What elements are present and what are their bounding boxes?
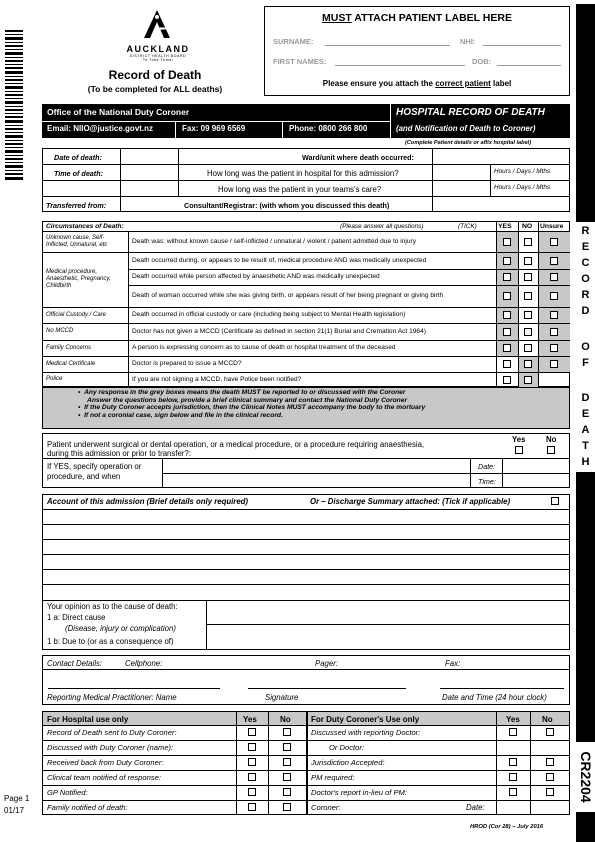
- vertical-title-letter: C: [581, 257, 590, 269]
- vertical-title-letter: F: [582, 356, 589, 369]
- coroner-use-row: PM required:: [311, 773, 355, 782]
- hospital-use-row: Received back from Duty Coroner:: [47, 758, 164, 767]
- note-3: • If the Duty Coroner accepts jurisdiction, then the Clinical Notes MUST accompany the body to the mortuary: [78, 404, 426, 412]
- patient-label-note: Please ensure you attach the correct patient label: [322, 79, 512, 88]
- dob-label: DOB:: [472, 57, 492, 66]
- hospital-yes-checkbox[interactable]: [248, 773, 256, 781]
- answer-all-note: (Please answer all questions): [340, 223, 424, 230]
- coroner-no-checkbox[interactable]: [546, 788, 554, 796]
- surgery-time-label: Time:: [478, 477, 496, 486]
- hospital-record-title: HOSPITAL RECORD OF DEATH: [396, 107, 545, 118]
- hospital-no-checkbox[interactable]: [283, 773, 291, 781]
- vertical-title-record: [581, 226, 590, 317]
- vertical-title-letter: E: [581, 241, 590, 253]
- coroner-use-row: Coroner:: [311, 803, 341, 812]
- units-team: Hours / Days / Mths: [494, 184, 551, 191]
- circumstance-question: Doctor has not given a MCCD (Certificate as defined in section 21(1) Burial and Cremation Act 1964): [132, 327, 426, 335]
- vertical-title-of: [581, 342, 590, 369]
- vertical-title-letter: D: [581, 392, 590, 404]
- no-checkbox[interactable]: [524, 376, 532, 384]
- coroner-yes-checkbox[interactable]: [509, 758, 517, 766]
- yes-col: YES: [498, 223, 512, 230]
- hospital-yes-checkbox[interactable]: [248, 788, 256, 796]
- unsure-checkbox[interactable]: [550, 273, 558, 281]
- hospital-no-col: No: [280, 715, 291, 724]
- discharge-label: Or – Discharge Summary attached: (Tick if applicable): [310, 497, 511, 506]
- date-time-label: Date and Time (24 hour clock): [442, 693, 547, 702]
- surgery-no-label: No: [546, 435, 557, 444]
- coroner-yes-checkbox[interactable]: [509, 728, 517, 736]
- hospital-use-row: Clinical team notified of response:: [47, 773, 161, 782]
- complete-details-note: (Complete Patient details or affix hospital label): [405, 140, 532, 146]
- hospital-yes-checkbox[interactable]: [248, 803, 256, 811]
- coroner-no-checkbox[interactable]: [546, 758, 554, 766]
- hospital-use-row: Discussed with Duty Coroner (name):: [47, 743, 174, 752]
- yes-checkbox[interactable]: [503, 328, 511, 336]
- patient-label-heading: MUST ATTACH PATIENT LABEL HERE: [322, 12, 512, 24]
- unsure-col: Unsure: [540, 223, 564, 230]
- units-hospital: Hours / Days / Mths: [494, 168, 551, 175]
- how-long-hospital-label: How long was the patient in hospital for this admission?: [207, 169, 399, 178]
- surgery-yes-checkbox[interactable]: [515, 446, 523, 454]
- hospital-no-checkbox[interactable]: [283, 803, 291, 811]
- if-yes-label-2: procedure, and when: [47, 472, 121, 481]
- cellphone-label: Cellphone:: [125, 659, 163, 668]
- yes-checkbox[interactable]: [503, 344, 511, 352]
- vertical-title-letter: E: [581, 408, 590, 420]
- nhi-line[interactable]: [483, 45, 561, 46]
- circumstance-question: Doctor is prepared to issue a MCCD?: [132, 360, 242, 368]
- coroner-no-col: No: [542, 715, 553, 724]
- coroner-use-row: Jurisdiction Accepted:: [311, 758, 385, 767]
- vertical-title-letter: O: [581, 340, 590, 353]
- vertical-title-letter: R: [581, 225, 590, 237]
- circumstance-question: Death occurred during, or appears to be result of, medical procedure AND was medically unexpected: [132, 256, 427, 264]
- first-names-label: FIRST NAMES:: [273, 57, 327, 66]
- discharge-checkbox[interactable]: [551, 497, 559, 505]
- hospital-yes-checkbox[interactable]: [248, 758, 256, 766]
- coroner-no-checkbox[interactable]: [546, 773, 554, 781]
- yes-checkbox[interactable]: [503, 238, 511, 246]
- vertical-title: [576, 222, 595, 472]
- surgery-yes-label: Yes: [512, 435, 526, 444]
- yes-checkbox[interactable]: [503, 360, 511, 368]
- patient-label-box[interactable]: [264, 6, 570, 96]
- no-checkbox[interactable]: [524, 328, 532, 336]
- unsure-checkbox[interactable]: [550, 311, 558, 319]
- tick-note: (TICK): [458, 223, 477, 230]
- surname-label: SURNAME:: [273, 37, 314, 46]
- nhi-label: NHI:: [460, 37, 476, 46]
- coroner-use-heading: For Duty Coroner's Use only: [311, 715, 420, 724]
- no-checkbox[interactable]: [524, 273, 532, 281]
- surgery-question-2: during this admission or prior to transfer?:: [47, 449, 191, 458]
- surgery-question-1: Patient underwent surgical or dental operation, or a medical procedure, or a procedure requiring anaesthesia,: [47, 440, 425, 449]
- coroner-date-label: Date:: [466, 803, 485, 812]
- note-4: • If not a coronial case, sign below and file in the clinical record.: [78, 412, 283, 420]
- vertical-title-letter: A: [581, 424, 590, 436]
- hospital-yes-col: Yes: [243, 715, 257, 724]
- fax-label: Fax:: [445, 659, 461, 668]
- circumstance-category: Medical procedure, Anaesthetic, Pregnancy, Childbirth: [46, 269, 111, 289]
- form-code: CR2204: [576, 742, 595, 812]
- circumstance-category: Official Custody / Care: [46, 311, 107, 318]
- time-of-death-label: Time of death:: [54, 169, 103, 178]
- logo-subtitle: DISTRICT HEALTH BOARD Te Toka Tumai: [129, 54, 187, 62]
- no-checkbox[interactable]: [524, 257, 532, 265]
- transferred-from-label: Transferred from:: [46, 201, 107, 210]
- vertical-title-letter: T: [582, 440, 589, 452]
- circumstance-category: No MCCD: [46, 328, 74, 335]
- direct-cause-sub: (Disease, injury or complication): [65, 624, 176, 633]
- surgery-no-checkbox[interactable]: [547, 446, 555, 454]
- office-name: Office of the National Duty Coroner: [47, 107, 190, 117]
- note-2: Answer the questions below, provide a brief clinical summary and contact the National Duty Coroner: [87, 396, 408, 404]
- form-reference: HROD (Cor 28) – July 2016: [470, 824, 544, 830]
- yes-checkbox[interactable]: [503, 273, 511, 281]
- hospital-yes-checkbox[interactable]: [248, 728, 256, 736]
- page-number: Page 1: [4, 794, 30, 803]
- form-title: Record of Death: [108, 68, 202, 82]
- yes-checkbox[interactable]: [503, 257, 511, 265]
- circumstance-question: A person is expressing concern as to cause of death or hospital treatment of the deceased: [132, 344, 396, 352]
- dob-line[interactable]: [497, 65, 561, 66]
- circumstances-notes: [78, 389, 528, 420]
- direct-cause-label: 1 a: Direct cause: [47, 613, 106, 622]
- first-names-line[interactable]: [335, 65, 465, 66]
- coroner-yes-checkbox[interactable]: [509, 788, 517, 796]
- surgery-date-label: Date:: [478, 462, 496, 471]
- coroner-phone: Phone: 0800 266 800: [289, 124, 368, 133]
- vertical-title-letter: D: [581, 305, 590, 317]
- hospital-no-checkbox[interactable]: [283, 743, 291, 751]
- circumstance-question: Death occurred while person affected by anaesthetic AND was medically unexpected: [132, 273, 380, 281]
- notification-subtitle: (and Notification of Death to Coroner): [396, 124, 536, 133]
- yes-checkbox[interactable]: [503, 376, 511, 384]
- no-checkbox[interactable]: [524, 344, 532, 352]
- unsure-checkbox[interactable]: [550, 360, 558, 368]
- circumstances-heading: Circumstances of Death:: [46, 223, 124, 230]
- form-subtitle: (To be completed for ALL deaths): [87, 84, 223, 94]
- consultant-label: Consultant/Registrar: (with whom you discussed this death): [184, 201, 390, 210]
- unsure-checkbox[interactable]: [550, 344, 558, 352]
- hospital-use-heading: For Hospital use only: [47, 715, 129, 724]
- coroner-use-row: Or Doctor:: [329, 743, 365, 752]
- opinion-label: Your opinion as to the cause of death:: [47, 602, 178, 611]
- contact-details-label: Contact Details:: [47, 659, 103, 668]
- coroner-fax: Fax: 09 969 6569: [182, 124, 246, 133]
- coroner-use-row: Doctor's report in-lieu of PM:: [311, 788, 407, 797]
- date-of-death-label: Date of death:: [54, 153, 102, 162]
- hospital-yes-checkbox[interactable]: [248, 743, 256, 751]
- coroner-use-row: Discussed with reporting Doctor:: [311, 728, 421, 737]
- no-checkbox[interactable]: [524, 360, 532, 368]
- pager-label: Pager:: [315, 659, 338, 668]
- hospital-no-checkbox[interactable]: [283, 788, 291, 796]
- unsure-checkbox[interactable]: [550, 238, 558, 246]
- practitioner-name-label: Reporting Medical Practitioner: Name: [47, 693, 177, 702]
- if-yes-label-1: If YES, specify operation or: [47, 462, 142, 471]
- no-checkbox[interactable]: [524, 238, 532, 246]
- vertical-title-letter: H: [581, 456, 590, 468]
- circumstance-question: Death of woman occurred while she was giving birth, or appears result of her being pregnant or giving birth: [132, 292, 444, 300]
- adhb-logo-icon: [140, 8, 174, 42]
- circumstance-category: Police: [46, 376, 63, 383]
- circumstance-question: If you are not signing a MCCD, have Police been notified?: [132, 375, 302, 383]
- coroner-yes-checkbox[interactable]: [509, 773, 517, 781]
- hospital-use-row: Record of Death sent to Duty Coroner:: [47, 728, 177, 737]
- unsure-checkbox[interactable]: [550, 328, 558, 336]
- no-col: NO: [522, 223, 533, 230]
- circumstance-category: Medical Certificate: [46, 360, 96, 367]
- surname-line[interactable]: [325, 45, 450, 46]
- logo-name: AUCKLAND: [126, 44, 190, 54]
- unsure-checkbox[interactable]: [550, 292, 558, 300]
- vertical-title-letter: O: [581, 273, 590, 285]
- hospital-use-row: GP Notified:: [47, 788, 88, 797]
- circumstance-question: Death occurred in official custody or care (including being subject to Mental Health legislation): [132, 311, 406, 319]
- yes-checkbox[interactable]: [503, 311, 511, 319]
- version: 01/17: [4, 806, 25, 815]
- coroner-no-checkbox[interactable]: [546, 728, 554, 736]
- yes-checkbox[interactable]: [503, 292, 511, 300]
- hospital-no-checkbox[interactable]: [283, 728, 291, 736]
- coroner-email: Email: NIIO@justice.govt.nz: [47, 124, 154, 133]
- no-checkbox[interactable]: [524, 292, 532, 300]
- how-long-team-label: How long was the patient in your teams's care?: [218, 185, 382, 194]
- note-1: • Any response in the grey boxes means the death MUST be reported to or discussed with the Coroner: [78, 389, 406, 396]
- circumstance-question: Death was: without known cause / self-inflicted / unnatural / violent / patient admitted due to injury: [132, 237, 417, 245]
- vertical-title-letter: R: [581, 289, 590, 301]
- unsure-checkbox[interactable]: [550, 257, 558, 265]
- coroner-yes-col: Yes: [506, 715, 520, 724]
- hospital-use-row: Family notified of death:: [47, 803, 128, 812]
- hospital-no-checkbox[interactable]: [283, 758, 291, 766]
- circumstance-category: Unknown cause, Self-Inflicted, Unnatural, etc: [46, 234, 108, 248]
- barcode: [5, 30, 23, 180]
- vertical-title-death: [582, 393, 590, 468]
- due-to-label: 1 b: Due to (or as a consequence of): [47, 637, 174, 646]
- circumstance-category: Family Concerns: [46, 344, 92, 351]
- signature-label: Signature: [265, 693, 299, 702]
- account-heading: Account of this admission (Brief details only required): [47, 497, 249, 506]
- no-checkbox[interactable]: [524, 311, 532, 319]
- ward-label: Ward/unit where death occurred:: [302, 153, 414, 162]
